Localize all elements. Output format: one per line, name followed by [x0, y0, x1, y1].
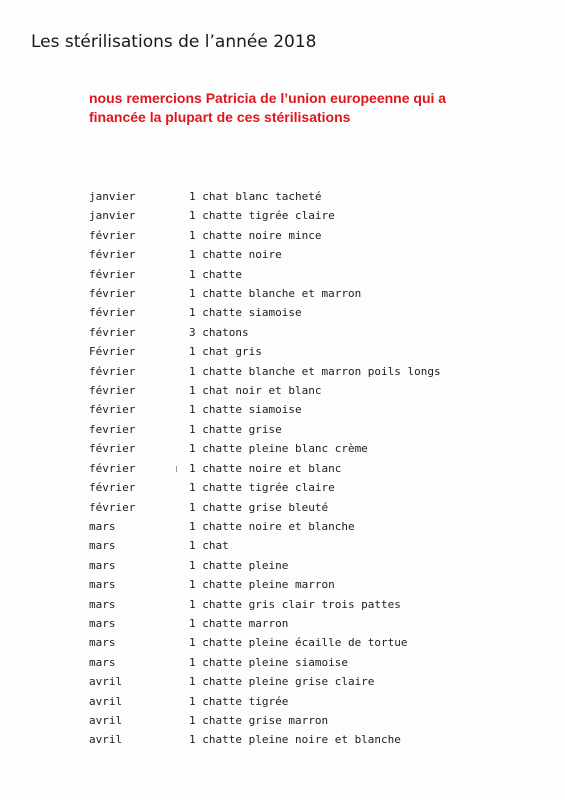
- entry-description: 1 chatte grise bleuté: [189, 500, 329, 514]
- page-title: Les stérilisations de l’année 2018: [31, 32, 317, 52]
- entry-month: mars: [89, 616, 116, 630]
- entry-description: 1 chatte noire mince: [189, 228, 322, 242]
- entry-description: 1 chatte noire et blanche: [189, 519, 355, 533]
- entry-description: 1 chat gris: [189, 345, 262, 359]
- entry-month: mars: [89, 578, 116, 592]
- entry-description: 1 chatte pleine siamoise: [189, 655, 348, 669]
- entry-description: 1 chatte pleine grise claire: [189, 675, 375, 689]
- entry-month: février: [89, 500, 136, 514]
- entry-month: mars: [89, 597, 116, 611]
- entry-month: février: [89, 442, 136, 456]
- entry-month: février: [89, 248, 136, 262]
- thanks-notice-line-2: financée la plupart de ces stérilisations: [89, 109, 351, 125]
- entry-month: février: [89, 403, 136, 417]
- entry-month: février: [89, 364, 136, 378]
- entry-description: 1 chatte tigrée claire: [189, 209, 335, 223]
- entry-month: février: [89, 325, 136, 339]
- entry-description: 1 chat noir et blanc: [189, 384, 322, 398]
- entry-month: avril: [89, 713, 123, 727]
- entry-description: 1 chatte siamoise: [189, 403, 302, 417]
- entry-description: 1 chatte pleine blanc crème: [189, 442, 368, 456]
- entry-description: 1 chatte gris clair trois pattes: [189, 597, 401, 611]
- entry-description: 1 chat: [189, 539, 229, 553]
- entry-description: 1 chatte blanche et marron: [189, 287, 362, 301]
- entry-description: 1 chatte tigrée claire: [189, 481, 335, 495]
- entry-description: 1 chatte grise marron: [189, 713, 329, 727]
- entry-description: 1 chatte pleine: [189, 558, 289, 572]
- entry-month: avril: [89, 733, 123, 747]
- entry-month: février: [89, 267, 136, 281]
- entry-description: 1 chatte grise: [189, 422, 282, 436]
- entry-month: février: [89, 461, 136, 475]
- entry-month: janvier: [89, 190, 136, 203]
- entry-month: mars: [89, 655, 116, 669]
- scan-speck: [176, 466, 177, 472]
- entry-description: 1 chatte pleine noire et blanche: [189, 733, 401, 747]
- entry-month: février: [89, 384, 136, 398]
- thanks-notice-line-1: nous remercions Patricia de l’union europeenne qui a: [89, 90, 447, 106]
- entry-month: mars: [89, 519, 116, 533]
- entry-month: avril: [89, 694, 123, 708]
- entry-month: avril: [89, 675, 123, 689]
- entry-description: 1 chatte pleine écaille de tortue: [189, 636, 408, 650]
- entry-month: Février: [89, 345, 136, 359]
- entry-month: mars: [89, 636, 116, 650]
- entry-description: 1 chatte tigrée: [189, 694, 289, 708]
- entry-month: fevrier: [89, 422, 136, 436]
- entry-description: 1 chatte noire et blanc: [189, 461, 342, 475]
- entry-month: février: [89, 306, 136, 320]
- entry-month: mars: [89, 558, 116, 572]
- thanks-notice: [89, 89, 489, 127]
- entry-description: 1 chatte noire: [189, 248, 282, 262]
- entry-month: février: [89, 481, 136, 495]
- entry-description: 1 chatte marron: [189, 616, 289, 630]
- entry-description: 1 chat blanc tacheté: [189, 190, 322, 203]
- entry-description: 1 chatte: [189, 267, 242, 281]
- entry-month: janvier: [89, 209, 136, 223]
- entry-month: février: [89, 228, 136, 242]
- entry-month: mars: [89, 539, 116, 553]
- entry-description: 1 chatte siamoise: [189, 306, 302, 320]
- entry-description: 3 chatons: [189, 325, 249, 339]
- entry-description: 1 chatte blanche et marron poils longs: [189, 364, 441, 378]
- entry-month: février: [89, 287, 136, 301]
- entry-description: 1 chatte pleine marron: [189, 578, 335, 592]
